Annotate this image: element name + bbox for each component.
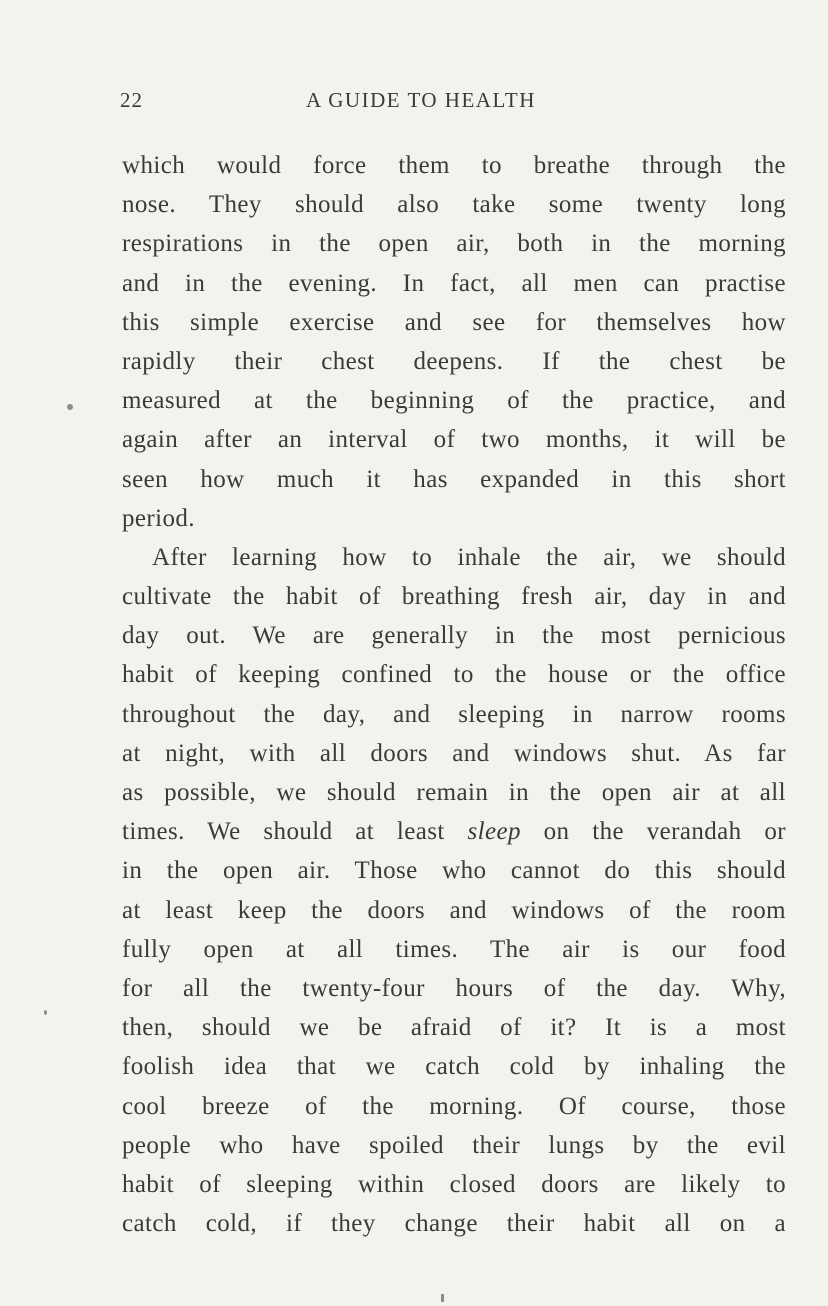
text-line: habit of keeping confined to the house or the office <box>122 661 786 689</box>
text-segment: times. We should at least <box>122 818 468 846</box>
page-number: 22 <box>120 88 143 112</box>
text-line: throughout the day, and sleeping in narrow rooms <box>122 700 786 728</box>
text-line: rapidly their chest deepens. If the chest be <box>122 347 786 375</box>
running-header <box>120 88 786 120</box>
text-line: people who have spoiled their lungs by the evil <box>122 1131 786 1159</box>
text-line: for all the twenty-four hours of the day. Why, <box>122 974 786 1002</box>
body-text <box>122 146 786 1243</box>
paper-speck <box>441 1294 444 1302</box>
text-line: at least keep the doors and windows of the room <box>122 896 786 924</box>
text-line: habit of sleeping within closed doors are likely to <box>122 1170 786 1198</box>
text-line: day out. We are generally in the most pernicious <box>122 622 786 650</box>
text-line-paragraph-start: After learning how to inhale the air, we should <box>152 543 786 571</box>
text-segment: on the verandah or <box>520 818 786 846</box>
text-line: in the open air. Those who cannot do this should <box>122 857 786 885</box>
running-title: A GUIDE TO HEALTH <box>306 88 536 112</box>
paper-speck <box>44 1010 47 1015</box>
italic-word: sleep <box>467 818 521 846</box>
text-line: this simple exercise and see for themselves how <box>122 308 786 336</box>
text-line: foolish idea that we catch cold by inhaling the <box>122 1053 786 1081</box>
paper-speck <box>67 404 73 410</box>
text-line: then, should we be afraid of it? It is a most <box>122 1014 786 1042</box>
text-line: cool breeze of the morning. Of course, those <box>122 1092 786 1120</box>
text-line: measured at the beginning of the practice, and <box>122 387 786 415</box>
text-line-paragraph-end: period. <box>122 504 195 532</box>
text-line: and in the evening. In fact, all men can practise <box>122 269 786 297</box>
text-line: catch cold, if they change their habit all on a <box>122 1210 786 1238</box>
text-line: which would force them to breathe through the <box>122 152 786 179</box>
text-line: respirations in the open air, both in the morning <box>122 230 786 258</box>
text-line: fully open at all times. The air is our food <box>122 935 786 963</box>
text-line-with-italic <box>122 812 786 851</box>
text-line: nose. They should also take some twenty long <box>122 191 786 219</box>
text-line: seen how much it has expanded in this short <box>122 465 786 493</box>
text-line: as possible, we should remain in the open air at all <box>122 779 786 806</box>
text-line: cultivate the habit of breathing fresh air, day in and <box>122 583 786 611</box>
text-line: again after an interval of two months, it will be <box>122 426 786 454</box>
text-line: at night, with all doors and windows shut. As far <box>122 739 786 767</box>
